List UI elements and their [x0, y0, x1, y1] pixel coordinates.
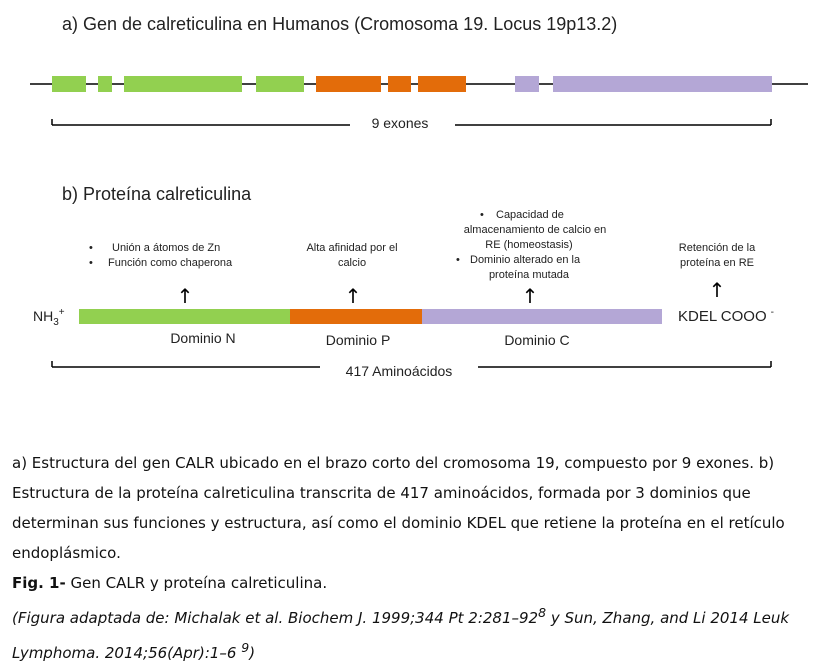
domain-label-p: Dominio P	[325, 332, 391, 348]
arrow-up-icon: ↑	[176, 284, 194, 308]
domain-c	[422, 309, 662, 324]
protein-domain-bar	[79, 309, 662, 324]
exon-4	[256, 76, 304, 92]
annotation-n-2: Función como chaperona	[108, 257, 233, 269]
exon-6	[388, 76, 411, 92]
domain-label-c: Dominio C	[504, 332, 570, 348]
annotation-c-3: RE (homeostasis)	[485, 239, 573, 251]
bullet-c-2: •	[456, 254, 460, 266]
annotation-p-2: calcio	[337, 257, 367, 269]
gene-title: a) Gen de calreticulina en Humanos (Cromosoma 19. Locus 19p13.2)	[62, 14, 618, 34]
figure-caption	[12, 448, 822, 668]
exon-3	[124, 76, 242, 92]
exon-2	[98, 76, 112, 92]
annotation-c-5: proteína mutada	[488, 269, 570, 281]
annotation-c-4: Dominio alterado en la	[470, 254, 581, 266]
protein-title: b) Proteína calreticulina	[62, 184, 252, 204]
annotation-p-1: Alta afinidad por el	[306, 242, 398, 254]
exon-7	[418, 76, 466, 92]
figure-source: (Figura adaptada de: Michalak et al. Biochem J. 1999;344 Pt $2:281-92^8$ y Sun, Zhang, and Li 2014 Leuk Lymphoma. 2014;56(Apr):1–6 $^9$)	[12, 605, 790, 662]
bullet-n-2: •	[89, 257, 93, 269]
annotation-c-1: Capacidad de	[496, 209, 564, 221]
exon-count-label: 9 exones	[371, 115, 429, 131]
domain-label-n: Dominio N	[170, 330, 236, 346]
exon-8	[515, 76, 539, 92]
arrow-up-icon: ↑	[708, 278, 726, 302]
caption-text: a) Estructura del gen CALR ubicado en el brazo corto del cromosoma 19, compuesto por 9 exones. b) Estructura de la proteína calreticulina transcrita de 417 aminoácidos, formada por 3 dominios que determinan sus funciones y estructura, así como el dominio KDEL que retiene la proteína en el retículo endoplásmico.	[12, 454, 785, 562]
annotation-kdel-2: proteína en RE	[680, 257, 754, 269]
domain-n	[79, 309, 290, 324]
exon-1	[52, 76, 86, 92]
arrow-up-icon: ↑	[521, 284, 539, 308]
figure-label: Fig. 1-	[12, 574, 66, 592]
annotation-c-2: almacenamiento de calcio en	[463, 224, 607, 236]
domain-p	[290, 309, 422, 324]
annotation-n-1: Unión a átomos de Zn	[112, 242, 221, 254]
exon-9	[553, 76, 772, 92]
c-terminus-label: KDEL COOO -	[678, 307, 774, 325]
aminoacid-count-label: 417 Aminoácidos	[345, 363, 453, 379]
annotation-kdel-1: Retención de la	[678, 242, 756, 254]
figure-title: Gen CALR y proteína calreticulina.	[65, 574, 328, 592]
bullet-n-1: •	[89, 242, 93, 254]
bullet-c-1: •	[480, 209, 484, 221]
n-terminus-label: $NH_3^+$	[33, 307, 65, 328]
figure-title-line	[12, 568, 822, 598]
exon-5	[316, 76, 381, 92]
arrow-up-icon: ↑	[344, 284, 362, 308]
